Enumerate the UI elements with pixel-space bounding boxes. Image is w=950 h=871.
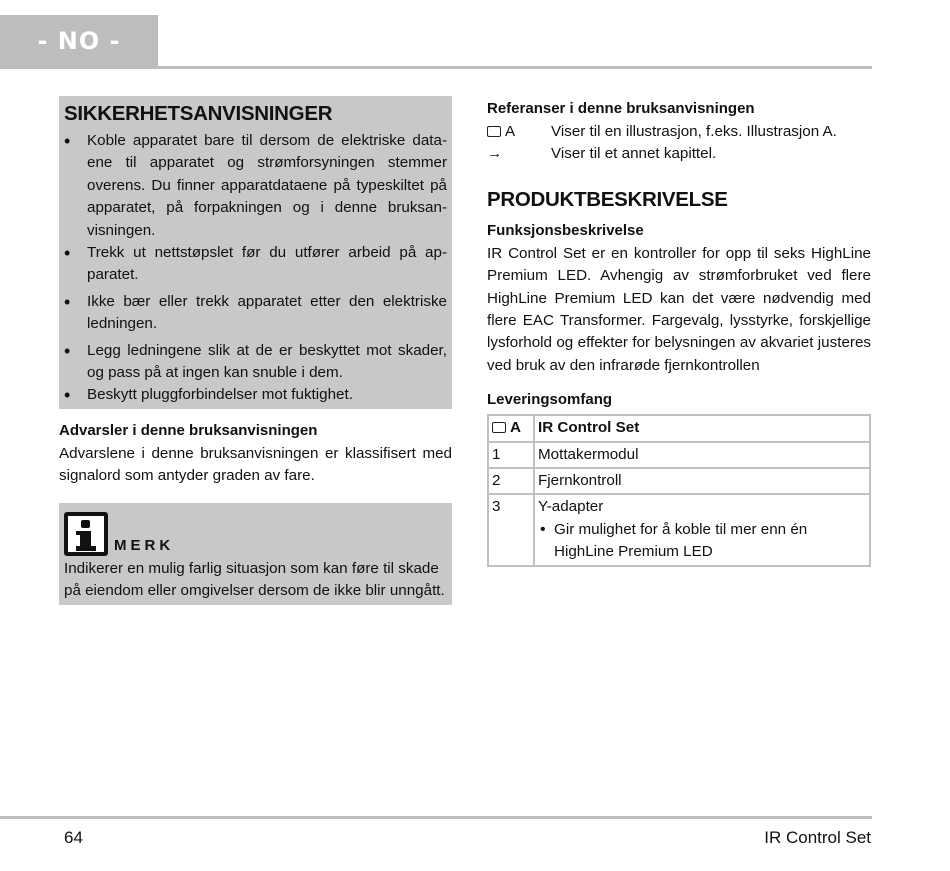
references-heading: Referanser i denne bruksanvisningen [487,100,755,117]
list-item: • Koble apparatet bare til dersom de elektriske dataene til apparatet og strømforsyningen stemmer overens. Du finner apparatdataene på typeskiltet på apparatet, på forpakningen og i denne bruksanvisningen. [64,130,447,242]
info-icon [64,512,108,556]
reference-text: Viser til en illustrasjon, f.eks. Illustrasjon A. [551,123,837,140]
product-title: PRODUKTBESKRIVELSE [487,187,728,211]
language-tab: - NO - [0,15,158,67]
delivery-heading: Leveringsomfang [487,391,613,409]
top-divider [0,66,872,69]
delivery-table [487,414,871,566]
reference-row [487,121,871,143]
arrow-icon: → [487,145,503,163]
merk-label: MERK [114,536,175,554]
page-number: 64 [64,828,83,847]
merk-box [59,503,452,605]
table-cell: Mottakermodul [534,442,870,468]
table-cell: 3 [488,494,534,565]
box-icon [492,422,506,433]
safety-box [59,96,452,409]
list-item: • Legg ledningene slik at de er beskyttet mot skader, og pass på at ingen kan snuble i dem. [64,340,447,385]
function-heading: Funksjonsbeskrivelse [487,221,644,239]
bottom-divider [0,816,872,819]
list-item: • Ikke bær eller trekk apparatet etter den elektriske ledningen. [64,291,447,336]
table-header-row [488,415,870,441]
table-cell [534,494,870,565]
table-row [488,494,870,565]
table-row [488,468,870,494]
table-item-label: Y-adapter [538,498,604,516]
warnings-heading: Advarsler i denne bruksanvisningen [59,421,318,439]
list-item: • Trekk ut nettstøpslet før du utfører arbeid på apparatet. [64,242,447,287]
reference-symbol: A [505,123,516,140]
merk-text: Indikerer en mulig farlig situasjon som kan føre til skade på eiendom eller omgivelser dersom de ikke blir unngått. [64,559,445,600]
table-cell: 1 [488,442,534,468]
box-icon [487,126,501,137]
reference-row [487,143,871,165]
table-note-list [538,519,866,564]
table-header-cell: A [510,419,521,437]
table-cell: Fjernkontroll [534,468,870,494]
left-column [59,96,452,605]
function-text: IR Control Set er en kontroller for opp til seks HighLine Premium LED. Avhengig av strømforbruket ved flere HighLine Premium LED kan det være nødvendig med flere EAC Transformer. Fargevalg, lysstyrke, forskjellige lysforhold og effekter for belysningen av akvariet justeres ved bruk av den infrarøde fjernkontrollen [487,244,871,374]
table-header-cell: IR Control Set [534,415,870,441]
safety-title: SIKKERHETSANVISNINGER [64,102,333,125]
right-column [487,96,871,567]
list-item: • Beskytt pluggforbindelser mot fuktighet. [64,384,447,406]
table-cell: 2 [488,468,534,494]
reference-text: Viser til et annet kapittel. [551,145,717,163]
footer-title: IR Control Set [764,828,871,847]
safety-list [64,130,447,407]
list-item: • Gir mulighet for å koble til mer enn én HighLine Premium LED [538,519,866,564]
table-row [488,442,870,468]
warnings-text: Advarslene i denne bruksanvisningen er klassifisert med signalord som antyder graden av fare. [59,444,452,485]
